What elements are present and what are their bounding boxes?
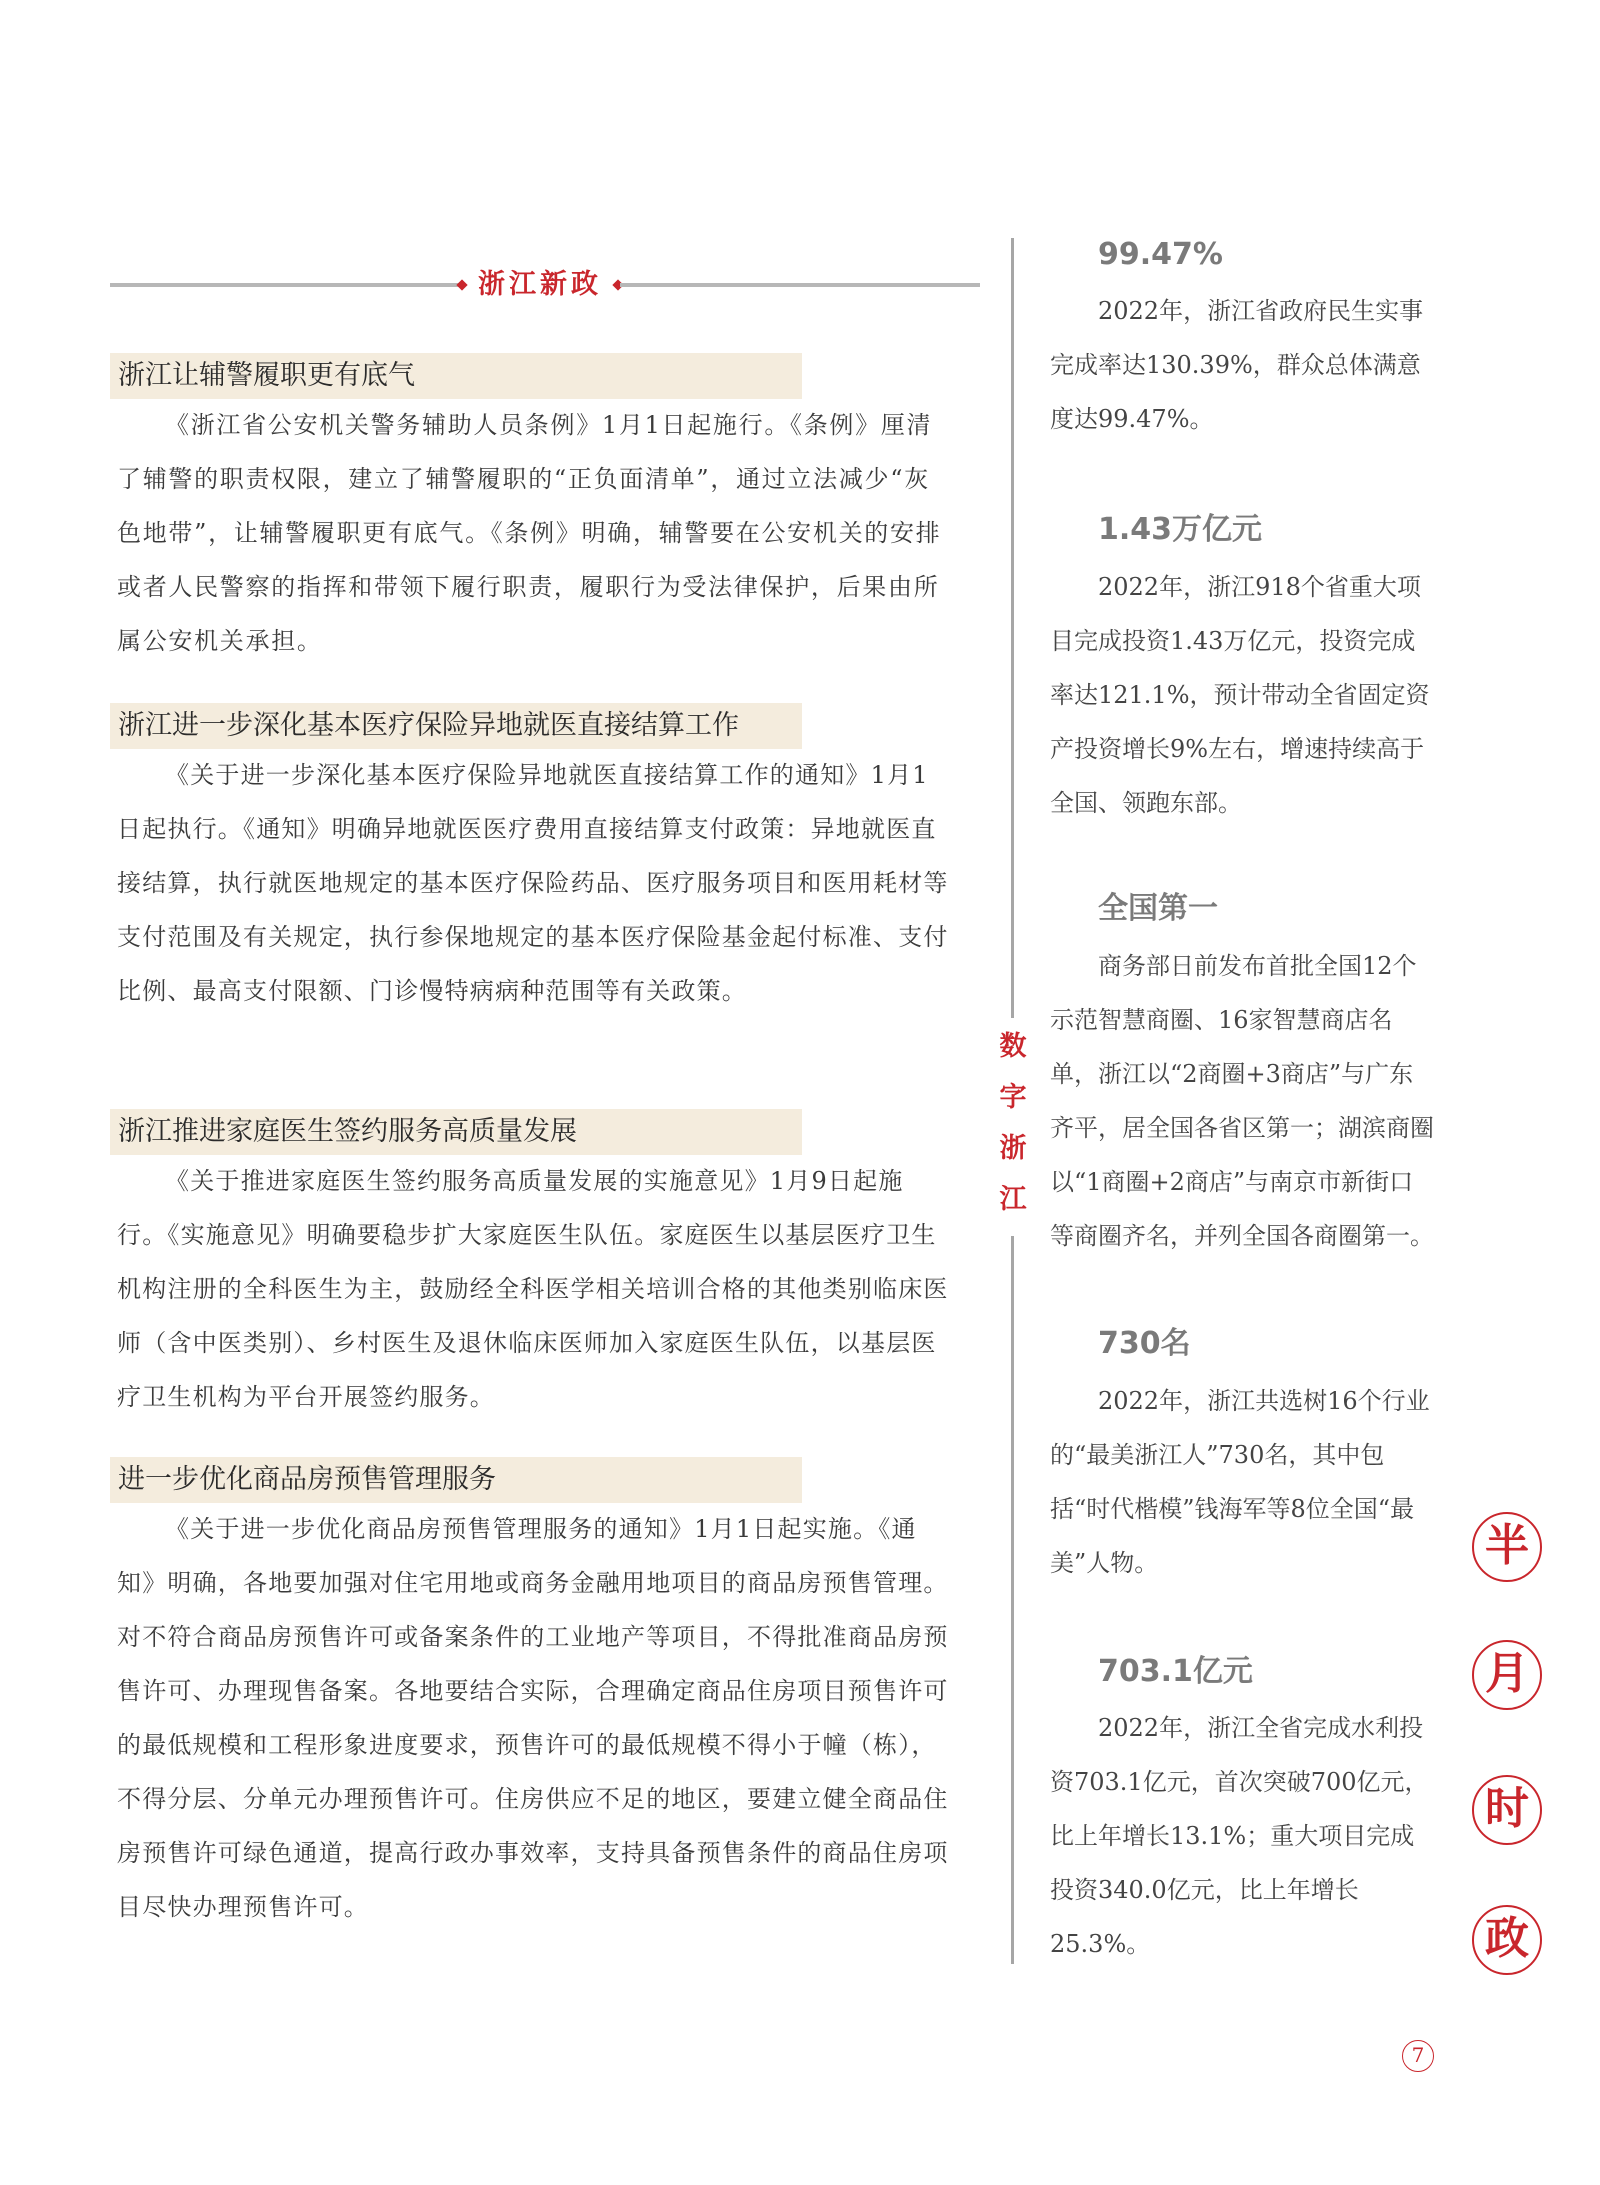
column-seal-char: 半: [1472, 1512, 1542, 1582]
section-title: 浙江新政: [478, 269, 602, 300]
stat-headline: 全国第一: [1098, 891, 1218, 926]
column-seal-char: 时: [1472, 1775, 1542, 1845]
article-body: 《浙江省公安机关警务辅助人员条例》1月1日起施行。《条例》厘清了辅警的职责权限，建立了辅警履职的“正负面清单”，通过立法减少“灰色地带”，让辅警履职更有底气。《条例》明确，辅警要在公安机关的安排或者人民警察的指挥和带领下履行职责，履职行为受法律保护，后果由所属公安机关承担。: [117, 411, 942, 655]
stat-body: 2022年，浙江共选树16个行业的“最美浙江人”730名，其中包括“时代楷模”钱海军等8位全国“最美”人物。: [1050, 1387, 1430, 1577]
column-divider-bottom: [1011, 1236, 1014, 1964]
article-title: 浙江让辅警履职更有底气: [110, 353, 802, 399]
sidebar-label-char: 浙: [999, 1133, 1027, 1164]
article-title: 浙江进一步深化基本医疗保险异地就医直接结算工作: [110, 703, 802, 749]
stat-body: 2022年，浙江全省完成水利投资703.1亿元，首次突破700亿元，比上年增长13.1%；重大项目完成投资340.0亿元，比上年增长25.3%。: [1050, 1714, 1429, 1958]
article-body: 《关于进一步优化商品房预售管理服务的通知》1月1日起实施。《通知》明确，各地要加强对住宅用地或商务金融用地项目的商品房预售管理。对不符合商品房预售许可或备案条件的工业地产等项目，不得批准商品房预售许可、办理现售备案。各地要结合实际，合理确定商品住房项目预售许可的最低规模和工程形象进度要求，预售许可的最低规模不得小于幢（栋），不得分层、分单元办理预售许可。住房供应不足的地区，要建立健全商品住房预售许可绿色通道，提高行政办事效率，支持具备预售条件的商品住房项目尽快办理预售许可。: [117, 1515, 949, 1921]
section-rule-right: [620, 283, 980, 287]
sidebar-label-char: 江: [999, 1184, 1027, 1215]
stat-body: 2022年，浙江918个省重大项目完成投资1.43万亿元，投资完成率达121.1%，预计带动全省固定资产投资增长9%左右，增速持续高于全国、领跑东部。: [1050, 573, 1430, 817]
article-body: 《关于推进家庭医生签约服务高质量发展的实施意见》1月9日起施行。《实施意见》明确要稳步扩大家庭医生队伍。家庭医生以基层医疗卫生机构注册的全科医生为主，鼓励经全科医学相关培训合格的其他类别临床医师（含中医类别）、乡村医生及退休临床医师加入家庭医生队伍，以基层医疗卫生机构为平台开展签约服务。: [117, 1167, 949, 1411]
column-divider-top: [1011, 238, 1014, 1018]
section-rule-left: [110, 283, 462, 287]
column-seal-char: 政: [1472, 1905, 1542, 1975]
stat-body: 商务部日前发布首批全国12个示范智慧商圈、16家智慧商店名单，浙江以“2商圈+3商店”与广东齐平，居全国各省区第一；湖滨商圈以“1商圈+2商店”与南京市新街口等商圈齐名，并列全国各商圈第一。: [1050, 952, 1434, 1250]
column-seal-char: 月: [1472, 1640, 1542, 1710]
sidebar-label-char: 字: [999, 1082, 1027, 1113]
article-body: 《关于进一步深化基本医疗保险异地就医直接结算工作的通知》1月1日起执行。《通知》明确异地就医医疗费用直接结算支付政策：异地就医直接结算，执行就医地规定的基本医疗保险药品、医疗服务项目和医用耗材等支付范围及有关规定，执行参保地规定的基本医疗保险基金起付标准、支付比例、最高支付限额、门诊慢特病病种范围等有关政策。: [117, 761, 949, 1005]
article-title: 进一步优化商品房预售管理服务: [110, 1457, 802, 1503]
stat-headline: 730名: [1098, 1326, 1191, 1361]
stat-headline: 99.47%: [1098, 237, 1223, 272]
stat-headline: 1.43万亿元: [1098, 512, 1263, 547]
stat-headline: 703.1亿元: [1098, 1654, 1253, 1689]
section-diamond-left: [456, 279, 467, 290]
stat-body: 2022年，浙江省政府民生实事完成率达130.39%，群众总体满意度达99.47%。: [1050, 297, 1424, 433]
sidebar-label-char: 数: [999, 1031, 1027, 1062]
page-number: 7: [1402, 2040, 1434, 2072]
article-title: 浙江推进家庭医生签约服务高质量发展: [110, 1109, 802, 1155]
